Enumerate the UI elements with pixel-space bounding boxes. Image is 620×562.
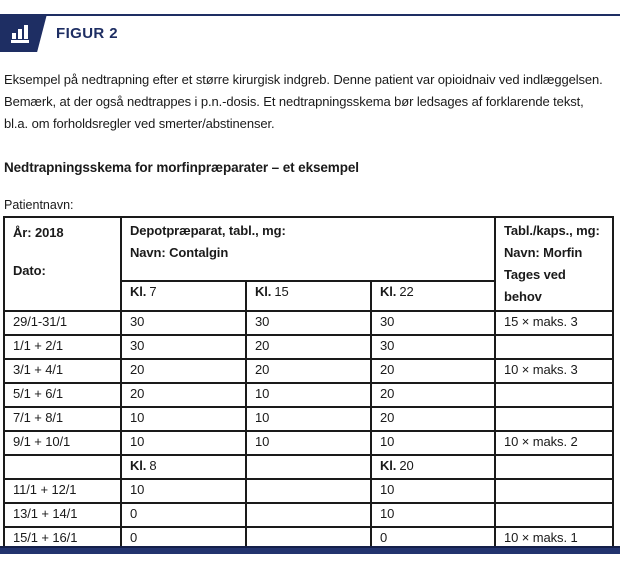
dose-cell: 20: [371, 407, 495, 431]
dose-cell: 20: [121, 383, 246, 407]
date-cell: 11/1 + 12/1: [4, 479, 121, 503]
dose-cell: 20: [121, 359, 246, 383]
prn-cell: 10 × maks. 3: [495, 359, 613, 383]
prn-cell: [495, 407, 613, 431]
header-cell-kl15: [246, 281, 371, 312]
dose-cell: 10: [371, 479, 495, 503]
prn-cell: [495, 455, 613, 479]
dose-cell: [246, 479, 371, 503]
table-row: [4, 359, 613, 383]
year-label: År: 2018: [13, 225, 64, 240]
date-cell: 5/1 + 6/1: [4, 383, 121, 407]
header-cell-depot: [121, 217, 495, 281]
prn-cell: 10 × maks. 1: [495, 527, 613, 551]
table-row: [4, 503, 613, 527]
date-cell: 7/1 + 8/1: [4, 407, 121, 431]
taper-schedule-table: [3, 216, 614, 552]
table-row: [4, 335, 613, 359]
footer-bar: [0, 546, 620, 554]
header-rule: [0, 14, 620, 16]
depot-title: Depotpræparat, tabl., mg:: [130, 223, 286, 238]
prn-name: Navn: Morfin: [504, 245, 583, 260]
date-cell: 9/1 + 10/1: [4, 431, 121, 455]
dose-cell: 30: [246, 311, 371, 335]
kl-label: Kl.: [380, 458, 397, 473]
kl-value: 22: [399, 283, 414, 299]
header-cell-kl7: [121, 281, 246, 312]
header-row-top: [4, 217, 613, 281]
header-cell-prn: [495, 217, 613, 311]
table-row: [4, 479, 613, 503]
date-cell: 1/1 + 2/1: [4, 335, 121, 359]
dose-cell: 10: [121, 431, 246, 455]
dose-cell: 0: [371, 527, 495, 551]
kl-value: 20: [399, 458, 414, 473]
date-cell: [4, 455, 121, 479]
depot-name: Navn: Contalgin: [130, 245, 229, 260]
date-cell: 13/1 + 14/1: [4, 503, 121, 527]
table-row: [4, 311, 613, 335]
prn-cell: 10 × maks. 2: [495, 431, 613, 455]
date-label: Dato:: [13, 263, 46, 278]
kl-label: Kl.: [380, 283, 397, 299]
prn-note: Tages ved behov: [504, 267, 566, 304]
table-title: Nedtrapningsskema for morfinpræparater – et eksempel: [4, 160, 359, 175]
prn-cell: [495, 335, 613, 359]
dose-cell: 20: [371, 359, 495, 383]
prn-title: Tabl./kaps., mg:: [504, 223, 600, 238]
prn-cell: [495, 383, 613, 407]
kl-value: 7: [149, 283, 157, 299]
bar-chart-icon: [8, 21, 32, 45]
kl-label: Kl.: [255, 283, 272, 299]
figure-label: FIGUR 2: [56, 25, 118, 42]
intro-text: Eksempel på nedtrapning efter et større kirurgisk indgreb. Denne patient var opioidnaiv ved indlæggelsen. Bemærk, at der også nedtrappes i p.n.-dosis. Et nedtrapningsskema bør ledsages af forklarende tekst, bl.a. om forholdsregler ved smerter/abstinenser.: [4, 72, 603, 131]
dose-cell: 10: [246, 407, 371, 431]
dose-cell: 10: [121, 479, 246, 503]
dose-cell: 10: [371, 431, 495, 455]
dose-cell: 30: [371, 335, 495, 359]
new-time-cell-kl8: [121, 455, 246, 479]
prn-cell: 15 × maks. 3: [495, 311, 613, 335]
date-cell: 15/1 + 16/1: [4, 527, 121, 551]
dose-cell: 20: [371, 383, 495, 407]
header-cell-date: [4, 217, 121, 311]
dose-cell: 10: [121, 407, 246, 431]
dose-cell: 30: [121, 311, 246, 335]
dose-cell: 20: [246, 359, 371, 383]
kl-label: Kl.: [130, 458, 147, 473]
figure-header: [0, 0, 620, 52]
new-time-cell-kl20: [371, 455, 495, 479]
table-row: [4, 431, 613, 455]
prn-cell: [495, 479, 613, 503]
time-shift-row: [4, 455, 613, 479]
dose-cell: 0: [121, 503, 246, 527]
kl-value: 8: [149, 458, 157, 473]
table-row: [4, 383, 613, 407]
patient-name-label: Patientnavn:: [4, 198, 74, 212]
prn-cell: [495, 503, 613, 527]
figure-tab: [0, 14, 47, 52]
dose-cell: 0: [121, 527, 246, 551]
dose-cell: 10: [246, 383, 371, 407]
kl-value: 15: [274, 283, 289, 299]
dose-cell: 30: [121, 335, 246, 359]
dose-cell: 30: [371, 311, 495, 335]
header-cell-kl22: [371, 281, 495, 312]
date-cell: 3/1 + 4/1: [4, 359, 121, 383]
kl-label: Kl.: [130, 283, 147, 299]
dose-cell: [246, 503, 371, 527]
dose-cell: [246, 455, 371, 479]
table-row: [4, 407, 613, 431]
date-cell: 29/1-31/1: [4, 311, 121, 335]
dose-cell: 10: [371, 503, 495, 527]
dose-cell: 10: [246, 431, 371, 455]
dose-cell: 20: [246, 335, 371, 359]
